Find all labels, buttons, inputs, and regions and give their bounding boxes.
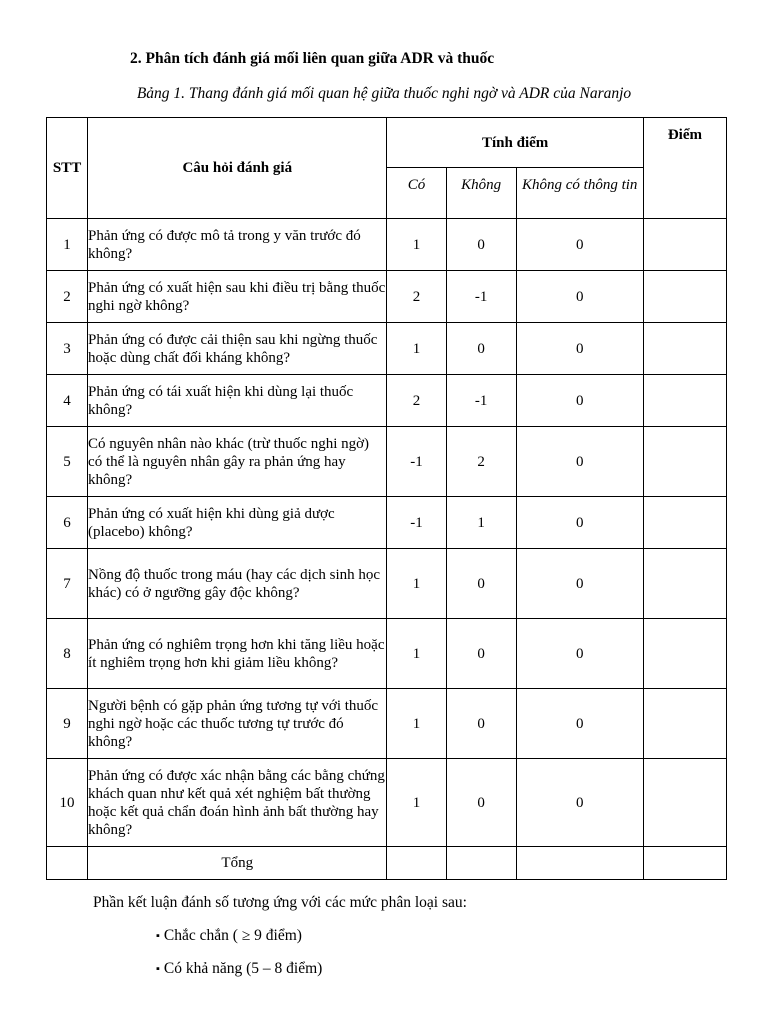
row-yes-score: 2 <box>387 271 446 323</box>
row-stt: 8 <box>47 619 88 689</box>
row-yes-score: 1 <box>387 619 446 689</box>
row-points-cell <box>643 271 726 323</box>
row-points-cell <box>643 427 726 497</box>
total-value-cell <box>516 847 643 880</box>
table-body <box>47 219 727 880</box>
conclusion-item-text: Có khả năng (5 – 8 điểm) <box>163 960 323 977</box>
row-question: Phản ứng có nghiêm trọng hơn khi tăng liều hoặc ít nghiêm trọng hơn khi giảm liều không? <box>88 619 387 689</box>
row-question: Phản ứng có tái xuất hiện khi dùng lại thuốc không? <box>88 375 387 427</box>
row-yes-score: 1 <box>387 219 446 271</box>
row-unknown-score: 0 <box>516 271 643 323</box>
header-points: Điểm <box>643 118 726 219</box>
total-value-cell <box>643 847 726 880</box>
row-unknown-score: 0 <box>516 323 643 375</box>
row-question: Phản ứng có được xác nhận bằng các bằng chứng khách quan như kết quả xét nghiệm bất thường hoặc kết quả chẩn đoán hình ảnh bất thường hay không? <box>88 759 387 847</box>
row-question: Phản ứng có xuất hiện sau khi điều trị bằng thuốc nghi ngờ không? <box>88 271 387 323</box>
row-unknown-score: 0 <box>516 689 643 759</box>
total-value-cell <box>446 847 516 880</box>
total-row <box>47 847 727 880</box>
table-row <box>47 619 727 689</box>
row-unknown-score: 0 <box>516 549 643 619</box>
section-heading: 2. Phân tích đánh giá mối liên quan giữa ADR và thuốc <box>130 50 495 67</box>
conclusion-item <box>156 960 322 978</box>
row-no-score: 0 <box>446 323 516 375</box>
header-stt: STT <box>47 118 88 219</box>
total-stt-cell <box>47 847 88 880</box>
row-stt: 1 <box>47 219 88 271</box>
total-label: Tổng <box>88 847 387 880</box>
row-stt: 10 <box>47 759 88 847</box>
row-no-score: 0 <box>446 549 516 619</box>
row-unknown-score: 0 <box>516 759 643 847</box>
row-stt: 5 <box>47 427 88 497</box>
conclusion-item <box>156 927 302 945</box>
row-points-cell <box>643 619 726 689</box>
row-points-cell <box>643 323 726 375</box>
row-points-cell <box>643 689 726 759</box>
header-yes: Có <box>387 168 446 219</box>
conclusion-intro: Phần kết luận đánh số tương ứng với các mức phân loại sau: <box>93 894 467 911</box>
row-unknown-score: 0 <box>516 375 643 427</box>
total-value-cell <box>387 847 446 880</box>
row-question: Nồng độ thuốc trong máu (hay các dịch sinh học khác) có ở ngưỡng gây độc không? <box>88 549 387 619</box>
row-question: Phản ứng có được mô tả trong y văn trước đó không? <box>88 219 387 271</box>
row-no-score: 0 <box>446 689 516 759</box>
row-points-cell <box>643 375 726 427</box>
row-stt: 3 <box>47 323 88 375</box>
row-question: Có nguyên nhân nào khác (trừ thuốc nghi ngờ) có thể là nguyên nhân gây ra phản ứng hay không? <box>88 427 387 497</box>
row-no-score: 0 <box>446 619 516 689</box>
row-question: Phản ứng có xuất hiện khi dùng giả dược (placebo) không? <box>88 497 387 549</box>
table-row <box>47 689 727 759</box>
row-no-score: 2 <box>446 427 516 497</box>
bullet-square-icon: ▪ <box>156 930 160 942</box>
row-yes-score: -1 <box>387 427 446 497</box>
table-row <box>47 219 727 271</box>
header-unknown: Không có thông tin <box>516 168 643 219</box>
naranjo-table <box>46 117 727 880</box>
row-unknown-score: 0 <box>516 619 643 689</box>
table-row <box>47 759 727 847</box>
header-question: Câu hỏi đánh giá <box>88 118 387 219</box>
row-unknown-score: 0 <box>516 497 643 549</box>
row-unknown-score: 0 <box>516 219 643 271</box>
row-yes-score: 2 <box>387 375 446 427</box>
row-yes-score: 1 <box>387 689 446 759</box>
row-yes-score: -1 <box>387 497 446 549</box>
row-points-cell <box>643 497 726 549</box>
row-yes-score: 1 <box>387 759 446 847</box>
table-row <box>47 427 727 497</box>
row-stt: 9 <box>47 689 88 759</box>
row-stt: 7 <box>47 549 88 619</box>
table-row <box>47 323 727 375</box>
row-no-score: 1 <box>446 497 516 549</box>
row-question: Phản ứng có được cải thiện sau khi ngừng thuốc hoặc dùng chất đối kháng không? <box>88 323 387 375</box>
row-question: Người bệnh có gặp phản ứng tương tự với thuốc nghi ngờ hoặc các thuốc tương tự trước đó không? <box>88 689 387 759</box>
table-row <box>47 497 727 549</box>
row-no-score: 0 <box>446 219 516 271</box>
table-row <box>47 271 727 323</box>
row-yes-score: 1 <box>387 549 446 619</box>
header-no: Không <box>446 168 516 219</box>
row-points-cell <box>643 759 726 847</box>
table-row <box>47 375 727 427</box>
row-stt: 2 <box>47 271 88 323</box>
row-unknown-score: 0 <box>516 427 643 497</box>
row-stt: 4 <box>47 375 88 427</box>
row-points-cell <box>643 549 726 619</box>
bullet-square-icon: ▪ <box>156 963 160 975</box>
row-no-score: 0 <box>446 759 516 847</box>
row-no-score: -1 <box>446 271 516 323</box>
row-stt: 6 <box>47 497 88 549</box>
table-caption: Bảng 1. Thang đánh giá mối quan hệ giữa thuốc nghi ngờ và ADR của Naranjo <box>136 85 632 102</box>
row-points-cell <box>643 219 726 271</box>
conclusion-item-text: Chắc chắn ( ≥ 9 điểm) <box>163 927 302 944</box>
header-scoring: Tính điểm <box>387 118 643 168</box>
table-row <box>47 549 727 619</box>
row-no-score: -1 <box>446 375 516 427</box>
row-yes-score: 1 <box>387 323 446 375</box>
